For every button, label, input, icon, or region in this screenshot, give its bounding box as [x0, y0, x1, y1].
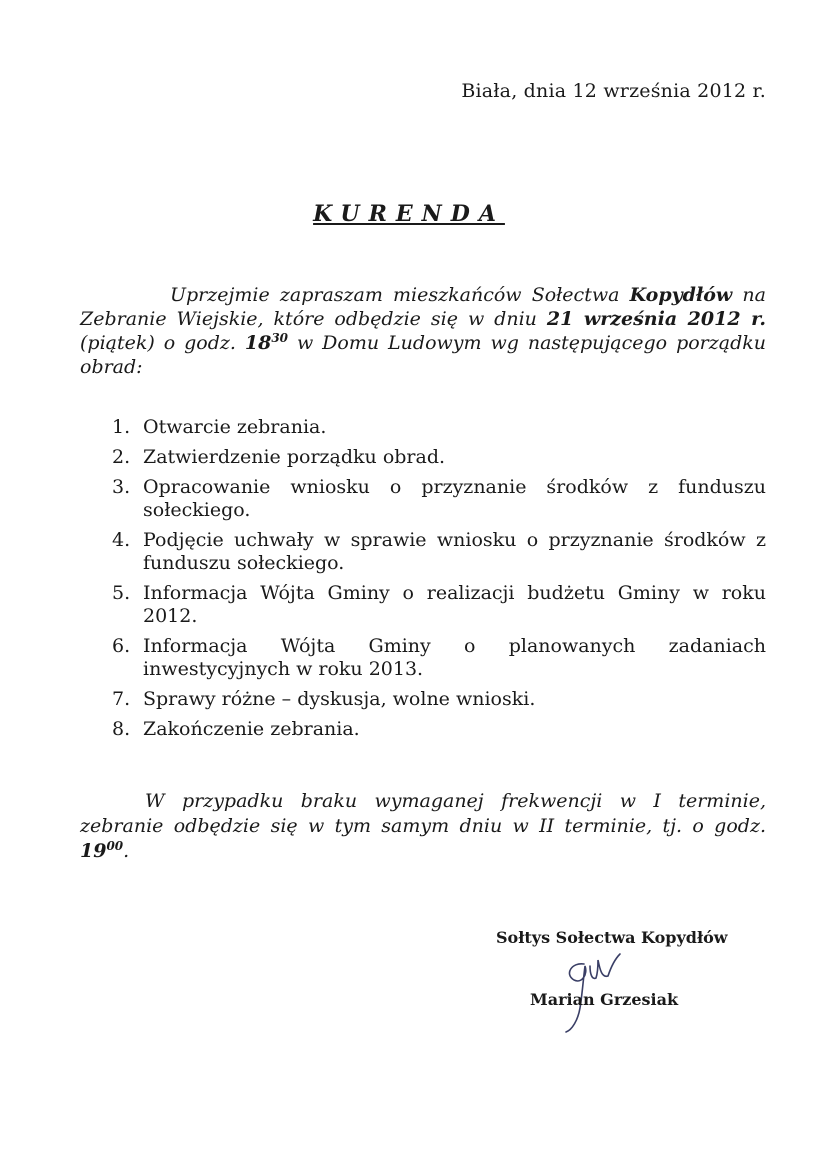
list-item-text: Otwarcie zebrania. [143, 416, 327, 438]
list-item-number: 1. [112, 416, 131, 438]
list-item-number: 3. [112, 476, 131, 498]
list-item-number: 7. [112, 688, 131, 710]
list-item-text: Zakończenie zebrania. [143, 718, 360, 740]
list-item [112, 635, 766, 681]
list-item-number: 4. [112, 529, 131, 551]
list-item-text: Informacja Wójta Gminy o realizacji budżetu Gminy w roku 2012. [143, 582, 766, 627]
list-item-text: Podjęcie uchwały w sprawie wniosku o przyznanie środków z funduszu sołeckiego. [143, 529, 766, 574]
intro-text-2: na Zebranie Wiejskie, które odbędzie się w dniu [80, 284, 766, 330]
place-date: Biała, dnia 12 września 2012 r. [461, 80, 766, 102]
second-term-minutes: 00 [106, 839, 124, 853]
list-item [112, 582, 766, 628]
intro-text-1: Uprzejmie zapraszam mieszkańców Sołectwa [170, 284, 630, 306]
document-title: KURENDA [313, 201, 505, 227]
intro-text-3: (piątek) o godz. [80, 332, 245, 354]
list-item [112, 718, 766, 741]
list-item-text: Zatwierdzenie porządku obrad. [143, 446, 446, 468]
list-item-number: 2. [112, 446, 131, 468]
second-term-hour: 19 [80, 840, 107, 862]
closing-text: W przypadku braku wymaganej frekwencji w I terminie, zebranie odbędzie się w tym samym dniu w II terminie, tj. o godz. [80, 790, 766, 837]
village-name: Kopydłów [629, 284, 733, 306]
list-item-number: 6. [112, 635, 131, 657]
meeting-minutes: 30 [271, 331, 289, 345]
list-item-text: Opracowanie wniosku o przyznanie środków z funduszu sołeckiego. [143, 476, 766, 521]
list-item-number: 8. [112, 718, 131, 740]
list-item-number: 5. [112, 582, 131, 604]
meeting-date: 21 września 2012 r. [546, 308, 766, 330]
intro-text-4: w Domu Ludowym wg następującego porządku obrad: [80, 332, 767, 378]
list-item-text: Sprawy różne – dyskusja, wolne wnioski. [143, 688, 536, 710]
closing-end: . [123, 840, 130, 862]
list-item-text: Informacja Wójta Gminy o planowanych zadaniach inwestycyjnych w roku 2013. [143, 635, 766, 680]
agenda-list [112, 416, 766, 748]
list-item [112, 688, 766, 711]
signatory-name: Marian Grzesiak [530, 990, 679, 1009]
intro-paragraph [80, 283, 766, 379]
list-item [112, 529, 766, 575]
closing-paragraph [80, 789, 766, 864]
list-item [112, 476, 766, 522]
signatory-role: Sołtys Sołectwa Kopydłów [496, 928, 728, 947]
list-item [112, 446, 766, 469]
list-item [112, 416, 766, 439]
meeting-hour: 18 [244, 332, 272, 354]
